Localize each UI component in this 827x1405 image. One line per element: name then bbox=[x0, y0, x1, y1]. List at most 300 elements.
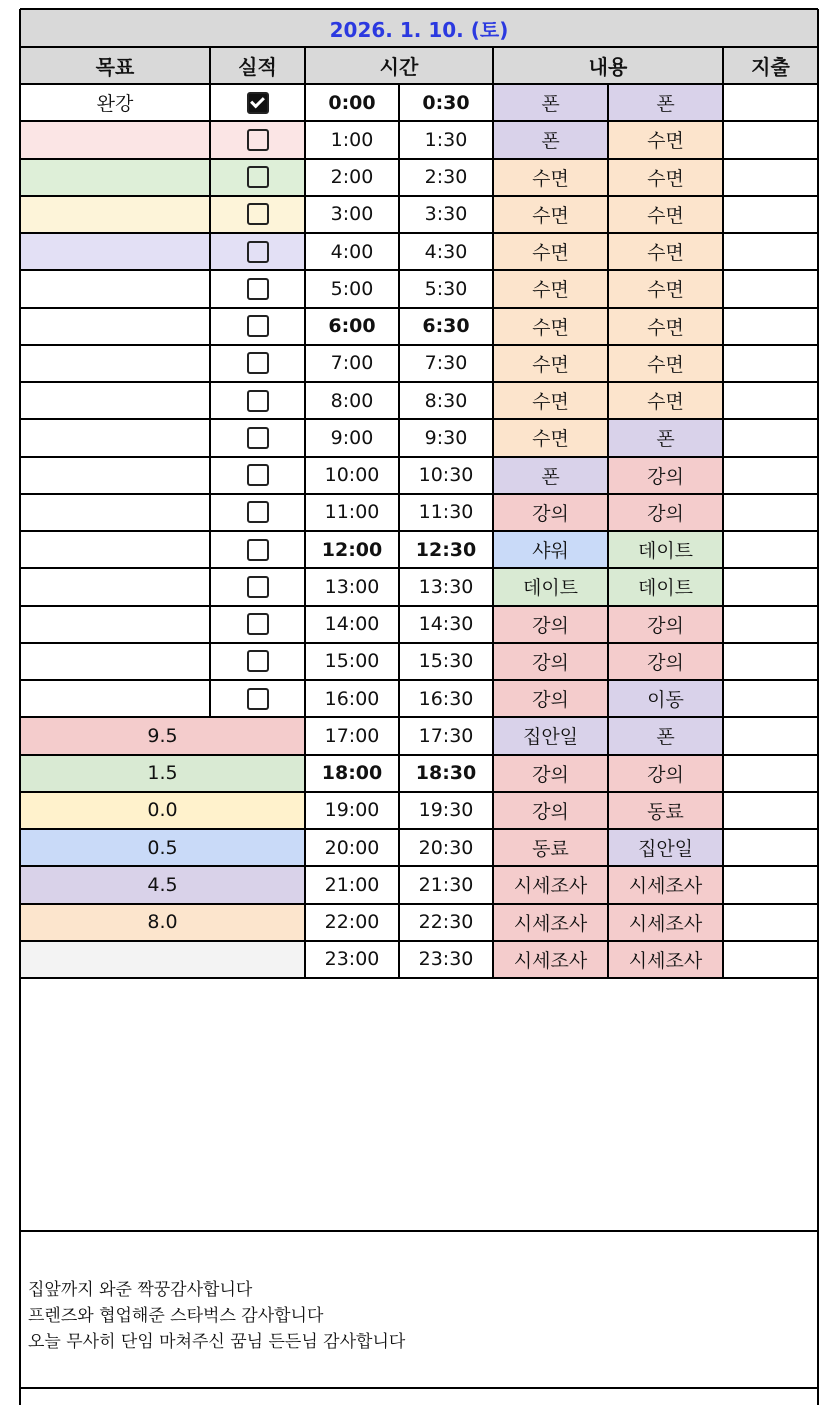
grid-vline bbox=[607, 345, 609, 382]
expense-cell[interactable] bbox=[723, 606, 818, 643]
grid-vline bbox=[607, 717, 609, 754]
content-cell[interactable]: 수면 bbox=[493, 345, 608, 382]
time-half: 4:30 bbox=[424, 240, 468, 263]
content-cell[interactable]: 강의 bbox=[493, 606, 608, 643]
grid-hline bbox=[20, 8, 818, 10]
grid-hline bbox=[20, 83, 818, 85]
grid-vline bbox=[607, 941, 609, 978]
expense-cell[interactable] bbox=[723, 792, 818, 829]
time-half: 20:30 bbox=[418, 836, 474, 859]
summary-cell: 9.5 bbox=[20, 717, 305, 754]
content-cell[interactable]: 샤워 bbox=[493, 531, 608, 568]
goal-cell bbox=[20, 382, 210, 419]
result-checkbox[interactable] bbox=[247, 166, 269, 188]
grid-vline bbox=[398, 121, 400, 158]
grid-vline bbox=[398, 904, 400, 941]
grid-vline bbox=[607, 755, 609, 792]
grid-hline bbox=[20, 754, 818, 756]
grid-vline bbox=[492, 680, 494, 717]
grid-vline bbox=[304, 643, 306, 680]
time-half: 15:30 bbox=[418, 650, 474, 673]
grid-vline bbox=[398, 196, 400, 233]
time-start: 21:00 bbox=[324, 873, 380, 896]
content-cell[interactable]: 수면 bbox=[493, 308, 608, 345]
goal-cell bbox=[20, 233, 210, 270]
expense-cell[interactable] bbox=[723, 345, 818, 382]
goal-cell bbox=[20, 345, 210, 382]
expense-cell[interactable] bbox=[723, 121, 818, 158]
grid-vline bbox=[492, 196, 494, 233]
grid-vline bbox=[722, 606, 724, 643]
goal-cell bbox=[20, 121, 210, 158]
content-cell[interactable]: 수면 bbox=[493, 196, 608, 233]
grid-vline bbox=[492, 419, 494, 456]
time-start: 16:00 bbox=[324, 687, 380, 710]
grid-vline bbox=[398, 792, 400, 829]
summary-cell: 8.0 bbox=[20, 904, 305, 941]
time-start: 8:00 bbox=[330, 389, 374, 412]
expense-cell[interactable] bbox=[723, 755, 818, 792]
goal-cell bbox=[20, 680, 210, 717]
time-start: 13:00 bbox=[324, 575, 380, 598]
expense-cell[interactable] bbox=[723, 941, 818, 978]
expense-cell[interactable] bbox=[723, 904, 818, 941]
grid-vline bbox=[398, 643, 400, 680]
content-cell[interactable]: 폰 bbox=[608, 419, 723, 456]
expense-cell[interactable] bbox=[723, 717, 818, 754]
grid-vline bbox=[607, 531, 609, 568]
grid-hline bbox=[20, 46, 818, 48]
grid-hline bbox=[20, 269, 818, 271]
grid-hline bbox=[20, 456, 818, 458]
result-checkbox[interactable] bbox=[247, 390, 269, 412]
goal-cell bbox=[20, 196, 210, 233]
grid-vline bbox=[398, 457, 400, 494]
grid-vline bbox=[209, 84, 211, 121]
result-cell bbox=[210, 159, 305, 196]
content-cell[interactable]: 폰 bbox=[493, 457, 608, 494]
grid-hline bbox=[20, 940, 818, 942]
content-cell[interactable]: 동료 bbox=[608, 792, 723, 829]
result-cell bbox=[210, 196, 305, 233]
content-cell[interactable]: 강의 bbox=[493, 643, 608, 680]
grid-vline bbox=[398, 531, 400, 568]
content-cell[interactable]: 시세조사 bbox=[608, 866, 723, 903]
grid-vline bbox=[398, 755, 400, 792]
time-half: 9:30 bbox=[424, 426, 468, 449]
content-cell[interactable]: 데이트 bbox=[608, 568, 723, 605]
result-checkbox[interactable] bbox=[247, 352, 269, 374]
grid-vline bbox=[398, 717, 400, 754]
time-start: 4:00 bbox=[330, 240, 374, 263]
expense-cell[interactable] bbox=[723, 457, 818, 494]
content-cell[interactable]: 강의 bbox=[608, 606, 723, 643]
expense-cell[interactable] bbox=[723, 382, 818, 419]
grid-vline bbox=[492, 121, 494, 158]
grid-vline bbox=[722, 159, 724, 196]
result-cell bbox=[210, 233, 305, 270]
content-cell[interactable]: 강의 bbox=[608, 494, 723, 531]
time-start: 9:00 bbox=[330, 426, 374, 449]
grid-vline bbox=[209, 345, 211, 382]
content-cell[interactable]: 데이트 bbox=[608, 531, 723, 568]
content-cell[interactable]: 시세조사 bbox=[608, 941, 723, 978]
expense-cell[interactable] bbox=[723, 270, 818, 307]
time-start: 10:00 bbox=[324, 464, 380, 487]
grid-vline bbox=[398, 494, 400, 531]
grid-vline bbox=[607, 159, 609, 196]
grid-vline bbox=[492, 829, 494, 866]
grid-vline bbox=[398, 419, 400, 456]
content-cell[interactable]: 수면 bbox=[608, 233, 723, 270]
grid-vline bbox=[398, 606, 400, 643]
grid-vline bbox=[398, 382, 400, 419]
result-cell bbox=[210, 84, 305, 121]
grid-vline bbox=[722, 382, 724, 419]
content-cell[interactable]: 이동 bbox=[608, 680, 723, 717]
grid-vline bbox=[398, 345, 400, 382]
grid-hline bbox=[20, 530, 818, 532]
expense-cell[interactable] bbox=[723, 643, 818, 680]
time-start: 22:00 bbox=[324, 911, 380, 934]
grid-hline bbox=[20, 716, 818, 718]
grid-hline bbox=[20, 307, 818, 309]
result-checkbox[interactable] bbox=[247, 92, 269, 114]
grid-vline bbox=[398, 680, 400, 717]
time-start: 12:00 bbox=[321, 538, 383, 561]
grid-hline bbox=[20, 493, 818, 495]
content-cell[interactable]: 폰 bbox=[493, 84, 608, 121]
grid-vline bbox=[722, 643, 724, 680]
time-half: 19:30 bbox=[418, 799, 474, 822]
grid-vline bbox=[607, 792, 609, 829]
grid-vline bbox=[304, 345, 306, 382]
grid-hline bbox=[20, 1230, 818, 1232]
content-cell[interactable]: 폰 bbox=[493, 121, 608, 158]
grid-vline bbox=[607, 196, 609, 233]
expense-cell[interactable] bbox=[723, 308, 818, 345]
grid-vline bbox=[209, 196, 211, 233]
grid-vline bbox=[722, 121, 724, 158]
grid-vline bbox=[304, 47, 306, 84]
result-checkbox[interactable] bbox=[247, 203, 269, 225]
grid-hline bbox=[20, 418, 818, 420]
time-start: 6:00 bbox=[328, 315, 376, 338]
grid-vline bbox=[722, 568, 724, 605]
grid-vline bbox=[492, 792, 494, 829]
grid-vline bbox=[492, 308, 494, 345]
grid-vline bbox=[492, 866, 494, 903]
grid-vline bbox=[304, 382, 306, 419]
grid-vline bbox=[304, 941, 306, 978]
grid-vline bbox=[209, 680, 211, 717]
content-cell[interactable]: 수면 bbox=[493, 270, 608, 307]
content-cell[interactable]: 수면 bbox=[608, 196, 723, 233]
expense-cell[interactable] bbox=[723, 84, 818, 121]
grid-vline bbox=[607, 606, 609, 643]
content-cell[interactable]: 강의 bbox=[493, 755, 608, 792]
time-start: 23:00 bbox=[324, 948, 380, 971]
grid-hline bbox=[20, 120, 818, 122]
content-cell[interactable]: 강의 bbox=[493, 680, 608, 717]
expense-cell[interactable] bbox=[723, 196, 818, 233]
expense-cell[interactable] bbox=[723, 568, 818, 605]
grid-vline bbox=[492, 904, 494, 941]
grid-vline bbox=[209, 159, 211, 196]
grid-hline bbox=[20, 903, 818, 905]
note-line: 프렌즈와 협업해준 스타벅스 감사합니다 bbox=[28, 1306, 324, 1326]
result-cell bbox=[210, 345, 305, 382]
time-half: 11:30 bbox=[418, 501, 474, 524]
grid-vline bbox=[209, 457, 211, 494]
time-half: 6:30 bbox=[422, 315, 470, 338]
grid-hline bbox=[20, 679, 818, 681]
grid-vline bbox=[304, 531, 306, 568]
content-cell[interactable]: 수면 bbox=[608, 382, 723, 419]
result-cell bbox=[210, 531, 305, 568]
expense-cell[interactable] bbox=[723, 866, 818, 903]
content-cell[interactable]: 동료 bbox=[493, 829, 608, 866]
grid-vline bbox=[209, 308, 211, 345]
grid-vline bbox=[722, 866, 724, 903]
result-checkbox[interactable] bbox=[247, 650, 269, 672]
time-start: 2:00 bbox=[330, 166, 374, 189]
content-cell[interactable]: 집안일 bbox=[608, 829, 723, 866]
content-cell[interactable]: 수면 bbox=[608, 308, 723, 345]
expense-cell[interactable] bbox=[723, 680, 818, 717]
result-checkbox[interactable] bbox=[247, 539, 269, 561]
grid-vline bbox=[398, 568, 400, 605]
grid-vline bbox=[304, 121, 306, 158]
time-half: 16:30 bbox=[418, 687, 474, 710]
content-cell[interactable]: 수면 bbox=[493, 382, 608, 419]
result-checkbox[interactable] bbox=[247, 613, 269, 635]
grid-vline bbox=[19, 9, 21, 1405]
result-checkbox[interactable] bbox=[247, 129, 269, 151]
grid-vline bbox=[209, 606, 211, 643]
content-cell[interactable]: 수면 bbox=[608, 159, 723, 196]
time-start: 7:00 bbox=[330, 352, 374, 375]
grid-vline bbox=[722, 941, 724, 978]
time-start: 20:00 bbox=[324, 836, 380, 859]
grid-vline bbox=[607, 84, 609, 121]
grid-vline bbox=[722, 270, 724, 307]
grid-vline bbox=[607, 568, 609, 605]
grid-vline bbox=[398, 308, 400, 345]
time-half: 18:30 bbox=[415, 762, 477, 785]
date-title: 2026. 1. 10. (토) bbox=[20, 9, 818, 47]
content-cell[interactable]: 강의 bbox=[493, 494, 608, 531]
result-cell bbox=[210, 680, 305, 717]
grid-vline bbox=[722, 345, 724, 382]
grid-vline bbox=[492, 457, 494, 494]
grid-vline bbox=[722, 196, 724, 233]
grid-vline bbox=[209, 643, 211, 680]
content-cell[interactable]: 수면 bbox=[608, 270, 723, 307]
expense-cell[interactable] bbox=[723, 159, 818, 196]
content-cell[interactable]: 강의 bbox=[608, 457, 723, 494]
grid-vline bbox=[304, 419, 306, 456]
expense-cell[interactable] bbox=[723, 829, 818, 866]
result-cell bbox=[210, 643, 305, 680]
time-half: 7:30 bbox=[424, 352, 468, 375]
expense-cell[interactable] bbox=[723, 494, 818, 531]
grid-hline bbox=[20, 381, 818, 383]
summary-cell: 0.0 bbox=[20, 792, 305, 829]
expense-cell[interactable] bbox=[723, 233, 818, 270]
result-checkbox[interactable] bbox=[247, 464, 269, 486]
grid-vline bbox=[492, 494, 494, 531]
grid-vline bbox=[492, 568, 494, 605]
goal-cell bbox=[20, 457, 210, 494]
grid-vline bbox=[209, 121, 211, 158]
grid-vline bbox=[722, 792, 724, 829]
result-cell bbox=[210, 121, 305, 158]
result-cell bbox=[210, 457, 305, 494]
planner-sheet bbox=[20, 9, 818, 1405]
time-half: 14:30 bbox=[418, 613, 474, 636]
grid-vline bbox=[304, 568, 306, 605]
content-cell[interactable]: 강의 bbox=[608, 643, 723, 680]
grid-vline bbox=[304, 159, 306, 196]
content-cell[interactable]: 수면 bbox=[608, 345, 723, 382]
time-start: 15:00 bbox=[324, 650, 380, 673]
content-cell[interactable]: 시세조사 bbox=[493, 904, 608, 941]
time-half: 2:30 bbox=[424, 166, 468, 189]
expense-cell[interactable] bbox=[723, 419, 818, 456]
grid-vline bbox=[209, 531, 211, 568]
grid-vline bbox=[722, 233, 724, 270]
header-expense: 지출 bbox=[723, 47, 818, 84]
grid-vline bbox=[492, 233, 494, 270]
content-cell[interactable]: 수면 bbox=[608, 121, 723, 158]
grid-vline bbox=[607, 419, 609, 456]
grid-vline bbox=[492, 270, 494, 307]
content-cell[interactable]: 강의 bbox=[493, 792, 608, 829]
grid-vline bbox=[304, 233, 306, 270]
expense-cell[interactable] bbox=[723, 531, 818, 568]
content-cell[interactable]: 강의 bbox=[608, 755, 723, 792]
content-cell[interactable]: 수면 bbox=[493, 233, 608, 270]
grid-vline bbox=[722, 419, 724, 456]
content-cell[interactable]: 집안일 bbox=[493, 717, 608, 754]
content-cell[interactable]: 수면 bbox=[493, 419, 608, 456]
result-checkbox[interactable] bbox=[247, 427, 269, 449]
grid-vline bbox=[722, 904, 724, 941]
grid-hline bbox=[20, 828, 818, 830]
time-half: 5:30 bbox=[424, 277, 468, 300]
grid-vline bbox=[607, 866, 609, 903]
grid-vline bbox=[209, 382, 211, 419]
grid-vline bbox=[607, 904, 609, 941]
content-cell[interactable]: 폰 bbox=[608, 84, 723, 121]
grid-vline bbox=[607, 121, 609, 158]
grid-vline bbox=[492, 47, 494, 84]
content-cell[interactable]: 폰 bbox=[608, 717, 723, 754]
time-start: 14:00 bbox=[324, 613, 380, 636]
grid-vline bbox=[304, 680, 306, 717]
content-cell[interactable]: 시세조사 bbox=[493, 941, 608, 978]
grid-vline bbox=[607, 382, 609, 419]
time-start: 3:00 bbox=[330, 203, 374, 226]
grid-vline bbox=[304, 270, 306, 307]
result-cell bbox=[210, 382, 305, 419]
result-checkbox[interactable] bbox=[247, 501, 269, 523]
grid-vline bbox=[209, 419, 211, 456]
grid-vline bbox=[607, 494, 609, 531]
time-start: 5:00 bbox=[330, 277, 374, 300]
grid-vline bbox=[304, 457, 306, 494]
grid-vline bbox=[722, 494, 724, 531]
time-half: 13:30 bbox=[418, 575, 474, 598]
result-checkbox[interactable] bbox=[247, 576, 269, 598]
time-half: 10:30 bbox=[418, 464, 474, 487]
grid-vline bbox=[492, 717, 494, 754]
content-cell[interactable]: 수면 bbox=[493, 159, 608, 196]
goal-cell bbox=[20, 270, 210, 307]
result-checkbox[interactable] bbox=[247, 241, 269, 263]
content-cell[interactable]: 시세조사 bbox=[493, 866, 608, 903]
grid-hline bbox=[20, 195, 818, 197]
goal-cell bbox=[20, 643, 210, 680]
grid-hline bbox=[20, 344, 818, 346]
note-line: 오늘 무사히 단임 마쳐주신 꿈님 든든님 감사합니다 bbox=[28, 1332, 406, 1352]
summary-cell: 1.5 bbox=[20, 755, 305, 792]
grid-vline bbox=[607, 643, 609, 680]
grid-vline bbox=[722, 84, 724, 121]
result-cell bbox=[210, 270, 305, 307]
grid-vline bbox=[722, 457, 724, 494]
note-line: 집앞까지 와준 짝꿍감사합니다 bbox=[28, 1280, 253, 1300]
grid-hline bbox=[20, 158, 818, 160]
summary-cell bbox=[20, 941, 305, 978]
grid-hline bbox=[20, 977, 818, 979]
grid-hline bbox=[20, 642, 818, 644]
grid-vline bbox=[398, 829, 400, 866]
grid-vline bbox=[607, 270, 609, 307]
time-half: 22:30 bbox=[418, 911, 474, 934]
grid-hline bbox=[20, 232, 818, 234]
result-checkbox[interactable] bbox=[247, 315, 269, 337]
time-start: 0:00 bbox=[328, 91, 376, 114]
time-half: 0:30 bbox=[422, 91, 470, 114]
grid-vline bbox=[722, 47, 724, 84]
content-cell[interactable]: 시세조사 bbox=[608, 904, 723, 941]
grid-vline bbox=[722, 755, 724, 792]
grid-vline bbox=[492, 941, 494, 978]
grid-vline bbox=[398, 866, 400, 903]
goal-cell bbox=[20, 606, 210, 643]
goal-cell bbox=[20, 419, 210, 456]
time-start: 1:00 bbox=[330, 128, 374, 151]
grid-vline bbox=[607, 680, 609, 717]
goal-cell bbox=[20, 568, 210, 605]
time-half: 8:30 bbox=[424, 389, 468, 412]
result-cell bbox=[210, 606, 305, 643]
content-cell[interactable]: 데이트 bbox=[493, 568, 608, 605]
grid-hline bbox=[20, 567, 818, 569]
grid-vline bbox=[722, 531, 724, 568]
result-checkbox[interactable] bbox=[247, 688, 269, 710]
result-checkbox[interactable] bbox=[247, 278, 269, 300]
header-result: 실적 bbox=[210, 47, 305, 84]
summary-cell: 0.5 bbox=[20, 829, 305, 866]
grid-vline bbox=[209, 233, 211, 270]
time-half: 23:30 bbox=[418, 948, 474, 971]
time-start: 19:00 bbox=[324, 799, 380, 822]
grid-vline bbox=[209, 494, 211, 531]
grid-vline bbox=[722, 680, 724, 717]
